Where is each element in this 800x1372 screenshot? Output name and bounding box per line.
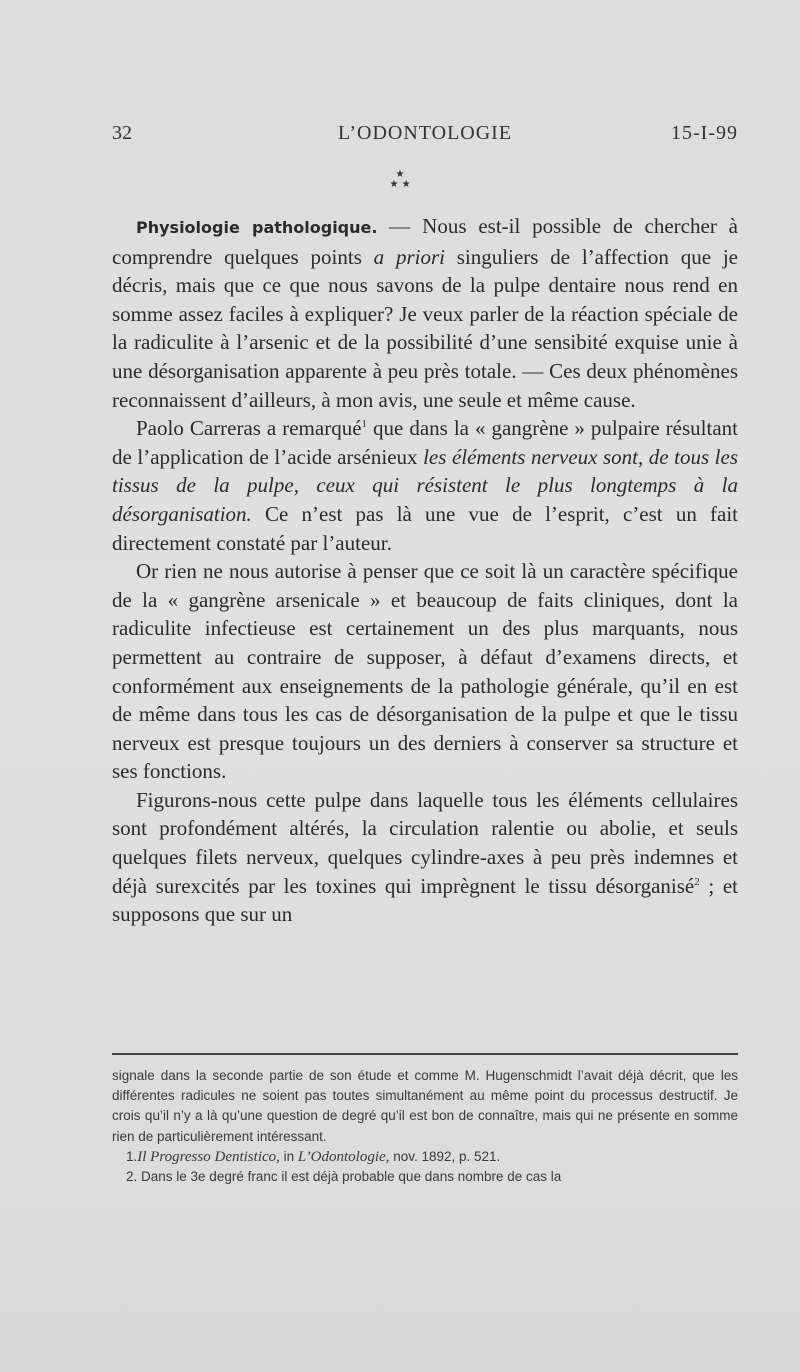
journal-title: L’ODONTOLOGIE (337, 122, 513, 144)
footnote-2: 2. Dans le 3e degré franc il est déjà probable que dans nombre de cas la (126, 1169, 562, 1185)
running-header (112, 122, 738, 146)
paragraph-4: Figurons-nous cette pulpe dans laquelle tous les éléments cellulaires sont profondément altérés, la circulation ralentie ou abolie, et seuls quelques filets nerveux, quelques cylindre-axes à peu près indemnes et déjà surexcités par les toxines qui imprègnent le tissu désorganisé$^2$ ; et supposons que sur un (112, 787, 738, 927)
footnote-ref-2: 2 (694, 875, 700, 888)
issue-date: 15-I-99 (671, 122, 738, 144)
paragraph-3: Or rien ne nous autorise à penser que ce soit là un caractère spécifique de la « gangrène arsenicale » et beaucoup de faits cliniques, dont la radiculite infectieuse est certainement un des plus marquants, nous permettent au contraire de supposer, à défaut d’examens directs, et conformément aux enseignements de la pathologie générale, qu’il en est de même dans tous les cas de désorganisation de la pulpe et que le tissu nerveux est presque toujours un des derniers à conserver sa structure et ses fonctions. (112, 559, 738, 784)
footnote-continuation: signale dans la seconde partie de son étude et comme M. Hugenschmidt l’avait déjà décrit, que les différentes radicules ne soient pas toutes simultanément au même point du processus destructif. Je crois qu’il n’y a là qu’une question de degré qu’il est bon de connaître, mais qui ne présente en somme rien de particulièrement intéressant. (112, 1068, 738, 1144)
asterism-ornament: ★ ★ ★ (389, 169, 411, 190)
page-number: 32 (112, 122, 132, 144)
footnote-rule (112, 1053, 738, 1055)
section-heading: Physiologie pathologique. (136, 218, 378, 237)
footnote-ref-1: 1 (361, 418, 368, 431)
main-text (112, 212, 738, 929)
paragraph-2: Paolo Carreras a remarqué$^1$ que dans la « gangrène » pulpaire résultant de l’application de l’acide arsénieux les éléments nerveux sont, de tous les tissus de la pulpe, ceux qui résistent le plus longtemps à la désorganisation. Ce n’est pas là une vue de l’esprit, c’est un fait directement constaté par l’auteur. (112, 416, 738, 555)
footnote-1: 1.Il Progresso Dentistico, in L’Odontologie, nov. 1892, p. 521. (126, 1148, 501, 1165)
footnotes (112, 1066, 738, 1187)
paragraph-1: Physiologie pathologique. — Nous est-il possible de chercher à comprendre quelques points a priori singuliers de l’affection que je décris, mais que ce que nous savons de la pulpe dentaire nous rend en somme assez faciles à expliquer? Je veux parler de la réaction spéciale de la radiculite à l’arsenic et de la possibilité d’une sensibité exquise unie à une désorganisation apparente à peu près totale. — Ces deux phénomènes reconnaissent d’ailleurs, à mon avis, une seule et même cause. (112, 214, 738, 412)
